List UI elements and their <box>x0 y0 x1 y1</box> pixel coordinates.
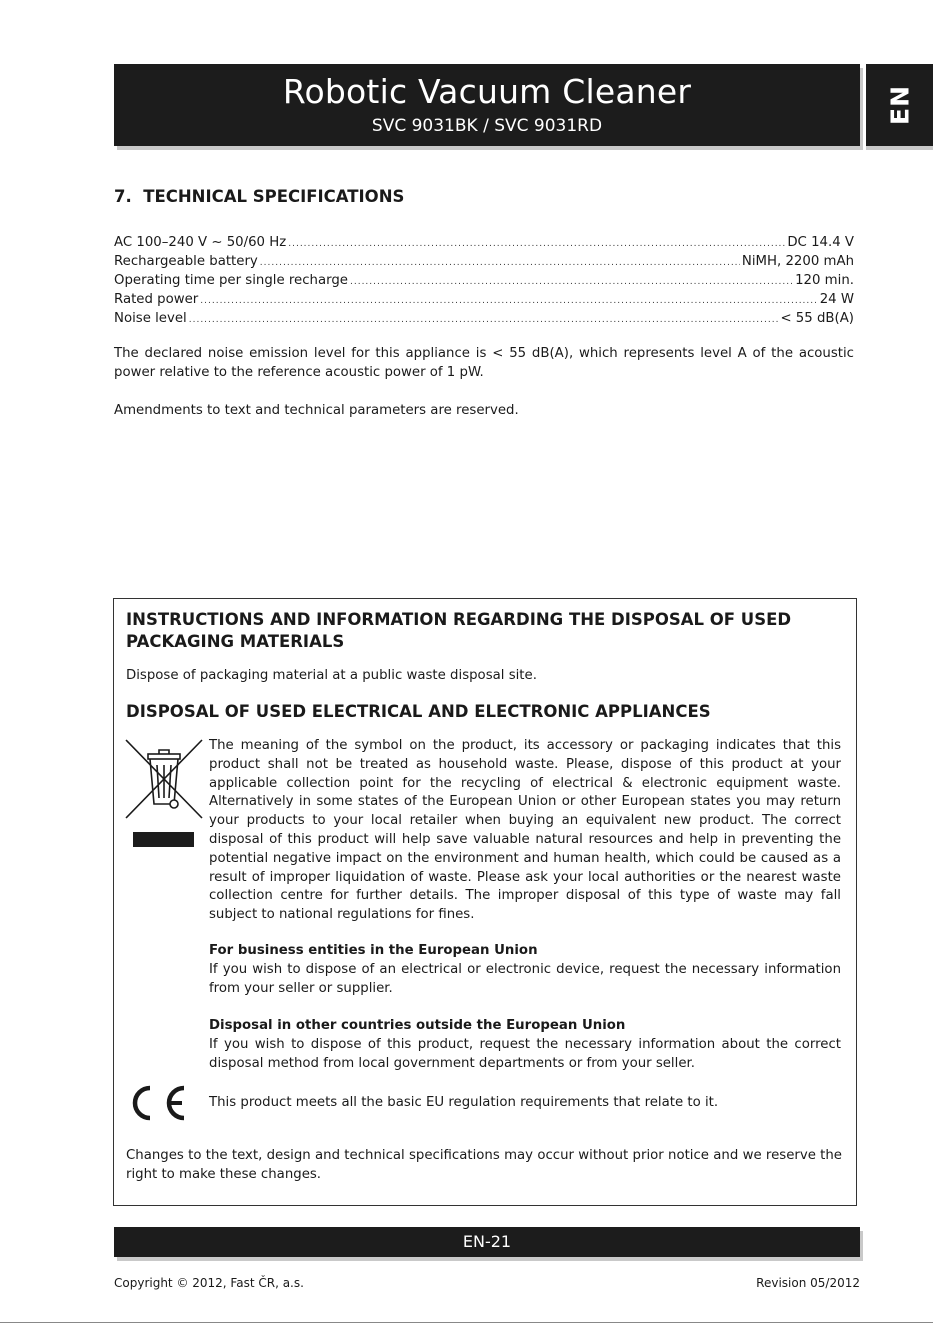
dot-leader <box>350 273 793 292</box>
spec-label: Noise level <box>114 311 187 326</box>
spec-label: Rated power <box>114 292 199 307</box>
weee-text: The meaning of the symbol on the product, its accessory or packaging indicates that this product shall not be treated as household waste. Please, dispose of this product at your applicable collection point for the recycling of electrical & electronic equipment waste. Alternatively in some states of the European Union or other European states you may return your products to your local retailer when buying an equivalent new product. The correct disposal of this product will help save valuable natural resources and help in preventing the potential negative impact on the environment and human health, which could be caused as a result of improper liquidation of waste. Please ask your local authorities or the nearest waste collection centre for further details. The improper disposal of this type of waste may fall subject to national regulations for fines. <box>209 738 841 923</box>
spec-value: 120 min. <box>795 273 854 288</box>
amendments-note: Amendments to text and technical parameters are reserved. <box>114 403 519 418</box>
packaging-heading: INSTRUCTIONS AND INFORMATION REGARDING THE DISPOSAL OF USED PACKAGING MATERIALS <box>126 610 792 651</box>
spec-row <box>114 309 854 328</box>
spec-row <box>114 252 854 271</box>
spec-list <box>114 233 854 328</box>
spec-label: AC 100–240 V ~ 50/60 Hz <box>114 235 287 250</box>
other-text: If you wish to dispose of this product, request the necessary information about the correct disposal method from local government departments or from your seller. <box>209 1036 841 1071</box>
business-text: If you wish to dispose of an electrical or electronic device, request the necessary information from your seller or supplier. <box>209 961 841 996</box>
ce-text: This product meets all the basic EU regulation requirements that relate to it. <box>209 1095 719 1110</box>
spec-value: < 55 dB(A) <box>780 311 854 326</box>
other-heading: Disposal in other countries outside the European Union <box>209 1018 626 1033</box>
spec-label: Rechargeable battery <box>114 254 258 269</box>
noise-note: The declared noise emission level for this appliance is < 55 dB(A), which represents level A of the acoustic power relative to the reference acoustic power of 1 pW. <box>114 346 854 380</box>
packaging-text: Dispose of packaging material at a public waste disposal site. <box>126 668 537 683</box>
footer-bar <box>114 1227 860 1257</box>
revision: Revision 05/2012 <box>756 1276 860 1290</box>
bottom-rule <box>0 1322 933 1323</box>
spec-row <box>114 290 854 309</box>
copyright: Copyright © 2012, Fast ČR, a.s. <box>114 1276 304 1290</box>
document-title: Robotic Vacuum Cleaner <box>282 72 692 111</box>
black-bar <box>133 832 194 847</box>
spec-label: Operating time per single recharge <box>114 273 348 288</box>
other-countries-section <box>209 1017 841 1073</box>
spec-row <box>114 271 854 290</box>
crossed-out-wheelie-bin-icon <box>124 738 204 820</box>
spec-row <box>114 233 854 252</box>
dot-leader <box>288 235 785 254</box>
spec-value: DC 14.4 V <box>787 235 854 250</box>
language-tab <box>866 64 933 146</box>
model-numbers: SVC 9031BK / SVC 9031RD <box>371 116 603 136</box>
business-section <box>209 942 841 998</box>
section-title: 7. TECHNICAL SPECIFICATIONS <box>114 187 405 206</box>
spec-value: 24 W <box>819 292 854 307</box>
spec-value: NiMH, 2200 mAh <box>741 254 854 269</box>
language-tab-label: EN <box>885 84 914 126</box>
changes-text: Changes to the text, design and technical specifications may occur without prior notice and we reserve the right to make these changes. <box>126 1148 842 1182</box>
page-number: EN-21 <box>462 1232 512 1251</box>
ce-mark-icon <box>126 1083 188 1123</box>
business-heading: For business entities in the European Union <box>209 943 538 958</box>
dot-leader <box>200 292 817 311</box>
weee-heading: DISPOSAL OF USED ELECTRICAL AND ELECTRONIC APPLIANCES <box>126 702 711 721</box>
header-banner <box>114 64 860 146</box>
dot-leader <box>189 311 779 330</box>
